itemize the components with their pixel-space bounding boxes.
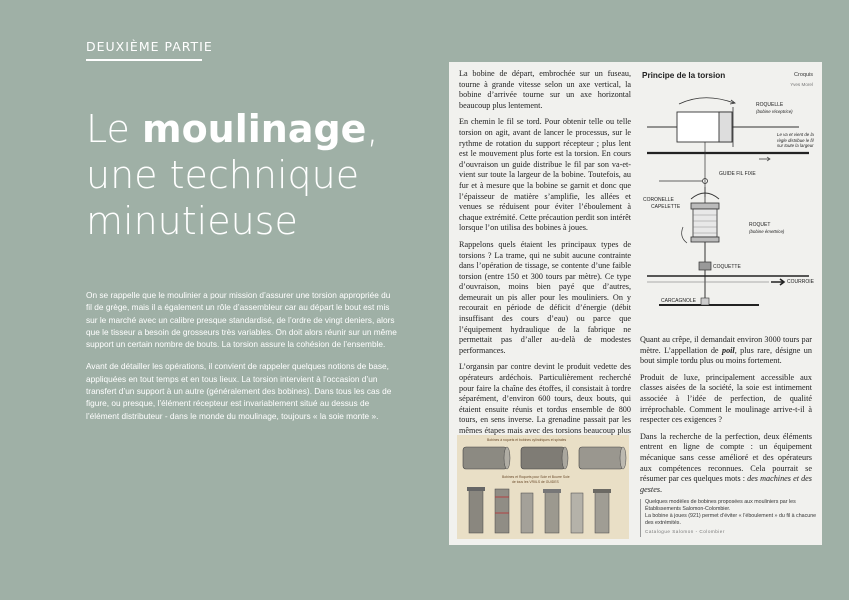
label-va-et-vient: Le va et vient de la règle distribue le fil sur toute la largeur xyxy=(777,132,814,148)
diagram-credit-label: Croquis xyxy=(794,72,813,78)
col1-paragraph-2: En chemin le fil se tord. Pour obtenir telle ou telle torsion on agit, avant de lancer le processus, sur le rythme de rotation du support récepteur ; plus lent est le mouvement plus forte est la torsion. En cours d’ouvraison un guide distribue le fil par son va-et-vient sur toute la largeur de la bobine. Toutefois, au fur et à mesure que la bobine se garnit et donc que l’épaisseur de matière s’amplifie, les allées et venues se réduisent pour éviter l’éboulement à chaque extrémité. Cette précaution perdit son intérêt lorsque l’on utilisa des bobines à joues. xyxy=(459,117,631,233)
label-capelette: CAPELETTE xyxy=(651,204,681,210)
label-roquelle: ROQUELLE xyxy=(756,102,784,108)
rotation-arrow-bottom xyxy=(682,227,687,243)
coquette xyxy=(699,262,711,270)
roquet-top xyxy=(691,203,719,209)
bobbin-catalogue-image xyxy=(457,435,629,539)
title-bold: moulinage xyxy=(141,107,367,151)
torsion-diagram xyxy=(639,67,819,307)
caption-line-1: Quelques modèles de bobines proposées aux mouliniers par les Établissements Salomon-Colombier. xyxy=(645,499,796,512)
section-rule xyxy=(86,59,202,61)
section-label: DEUXIÈME PARTIE xyxy=(86,39,213,54)
title-line2: une technique xyxy=(86,153,360,197)
intro-text xyxy=(86,289,398,432)
diagram-credit-author: Yves Morel xyxy=(790,82,813,87)
col2-p3-emphasis: des machines et des gestes xyxy=(640,474,812,494)
article-panel xyxy=(449,62,822,545)
col2-paragraph-3 xyxy=(640,432,812,496)
caption-line-2: La bobine à joues (921) permet d’éviter « l’éboulement » du fil à chacune des extrémités. xyxy=(645,513,817,526)
catalogue-heading-1: Bobines à roquets et bobines cylindriques et spirales xyxy=(487,438,567,442)
col2-paragraph-2: Produit de luxe, principalement accessible aux classes aisées de la société, la soie est intimement associée à l’idée de perfection, de qualité irréprochable. Comment le moulinage arrive-t-il à respecter ces exigences ? xyxy=(640,372,812,425)
col1-paragraph-4: L’organsin par contre devint le produit vedette des opérateurs ardéchois. Particulièrement recherché pour faire la chaîne des étoffes, il consistait à tordre séparément, d’environ 600 tours, deux bouts, qui étaient ensuite réunis et tordus ensemble de 800 tours, en sens inverse. La grenadine passait par les mêmes étapes mais avec des torsions beaucoup plus xyxy=(459,362,631,435)
col1-paragraph-3: Rappelons quels étaient les principaux types de torsions ? La trame, qui ne subit aucune contrainte dans l’opération de tissage, se contente d’une faible torsion (entre 150 et 300 tours par mètre). Ce type d’ouvraison, moins bien payé que d’autres, demeurait un pis aller pour les mouliniers. On y recourait en période de déficit d’énergie (débit insuffisant des cours d’eau) ou parce que l’équipement hydraulique de la fabrique ne permettait pas d’aller au-delà de modestes performances. xyxy=(459,239,631,355)
col2-p1-text: Quant au crêpe, il demandait environ 3000 tours par mètre. L’appellation de xyxy=(640,335,812,355)
bobbins-illustration xyxy=(457,435,629,539)
col2-paragraph-1 xyxy=(640,335,812,367)
label-guide: GUIDE FIL FIXE xyxy=(719,171,756,177)
col2-p3-text: Dans la recherche de la perfection, deux éléments entrent en ligne de compte : un équipement mécanique sans cesse amélioré et des opérateurs aux compétences reconnues. Cela pourrait se résumer par ces quelques mots : xyxy=(640,431,812,484)
col2-p1-text-end: , plus rare, désigne un bout simple tordu plus ou moins fortement. xyxy=(640,345,812,366)
intro-paragraph-1: On se rappelle que le moulinier a pour mission d’assurer une torsion appropriée du fil de grège, mais il a également un rôle d’assembleur car au départ le bout est mis sur le marché avec un calibre presque standardisé, de l’ordre de vingt deniers, alors que le tisseur a besoin de grosseurs très variables. On doit alors réunir sur un même support un certain nombre de bouts. La torsion assure la cohésion de l’ensemble. xyxy=(86,290,397,350)
label-roquet-sub: (bobine émettrice) xyxy=(749,229,785,234)
text-column-1 xyxy=(459,69,631,453)
label-roquet: ROQUET xyxy=(749,222,771,228)
title-light: Le xyxy=(86,107,142,151)
text-column-2 xyxy=(640,335,812,501)
caption-credit: Catalogue Salomon - Colombier xyxy=(645,529,725,534)
page-title xyxy=(86,106,379,244)
catalogue-heading-2: Bobines et Roquets pour Soie et Bourre Soie xyxy=(502,475,570,479)
label-coronelle: CORONELLE xyxy=(643,197,674,203)
diagram-title: Principe de la torsion xyxy=(642,71,726,80)
catalogue-heading-3: de tous les VRIILS de GUIDES xyxy=(512,480,559,484)
label-courroie: COURROIE xyxy=(787,279,814,285)
col2-p3-text-end: . xyxy=(660,484,663,494)
courroie-arrow xyxy=(771,279,784,285)
label-carcagnole: CARCAGNOLE xyxy=(661,298,697,304)
title-line3: minutieuse xyxy=(86,199,298,243)
label-coquette: COQUETTE xyxy=(713,264,741,270)
image-caption xyxy=(640,499,820,537)
col1-paragraph-1: La bobine de départ, embrochée sur un fuseau, tourne à grande vitesse selon un axe vertical, la bobine d’arrivée tourne sur un axe horizontal beaucoup plus lentement. xyxy=(459,69,631,110)
intro-paragraph-2: Avant de détailler les opérations, il convient de rappeler quelques notions de base, appliquées en tout temps et en tous lieux. La torsion intervient à l’occasion d’un transfert d’un support à un autre (généralement des bobines). Dans tous les cas de figure, ou presque, l’élément récepteur est invariablement situé au dessus de l’élément distributeur - dans le monde du moulinage, toujours « la soie monte ». xyxy=(86,361,392,421)
torsion-drawing xyxy=(639,67,819,307)
rotation-arrow-top xyxy=(679,98,734,104)
label-roquelle-sub: (bobine réceptrice) xyxy=(756,109,793,114)
col2-p1-emphasis: poil xyxy=(721,345,735,355)
title-comma: , xyxy=(366,107,379,151)
